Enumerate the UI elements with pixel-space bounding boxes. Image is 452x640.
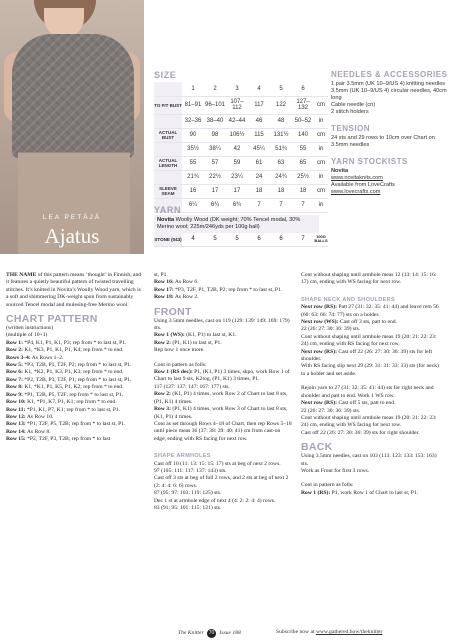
row-text: As Row 10. bbox=[25, 413, 54, 420]
row-label: Row 2: bbox=[6, 347, 23, 354]
row-text: As Row 6. bbox=[173, 279, 199, 286]
pattern-row bbox=[154, 332, 292, 339]
stones-cell: 5 bbox=[204, 233, 226, 246]
pattern-row bbox=[154, 369, 292, 384]
size-cell: 55 bbox=[292, 142, 314, 156]
footer-brand bbox=[178, 629, 241, 638]
size-heading: SIZE bbox=[154, 70, 177, 80]
row-text: As Row 2. bbox=[173, 294, 199, 301]
size-cell: 24¾ bbox=[270, 170, 292, 184]
row-label: Row 2: bbox=[154, 339, 171, 346]
size-cell: 7 bbox=[270, 198, 292, 212]
row-label: Row 17: bbox=[154, 286, 174, 293]
yarn-text: Woolly Wood (DK weight; 70% Tencel modal, 30% Merino wool; 225m/246yds per 100g ball) bbox=[157, 217, 301, 230]
row-text: Cont without shaping until armhole meas 19 (20: 21: 22: 23: 24) cm, ending with RS facing for next row. bbox=[301, 333, 437, 348]
stones-cell: 6 bbox=[270, 233, 292, 246]
row-label: Row 18: bbox=[154, 294, 174, 301]
size-cell: 7 bbox=[248, 198, 270, 212]
armholes-heading: SHAPE ARMHOLES bbox=[154, 453, 211, 460]
row-label: Next row (WS): bbox=[301, 319, 339, 326]
size-unit: in bbox=[314, 198, 328, 212]
pattern-row bbox=[154, 391, 292, 406]
row-label: Row 11: bbox=[6, 406, 26, 413]
size-cell: 32–36 bbox=[182, 114, 204, 128]
size-cell: 4 bbox=[248, 82, 270, 96]
stones-label: STONE (043) bbox=[154, 233, 182, 246]
row-label: Row 15: bbox=[6, 436, 26, 443]
size-cell: 140 bbox=[292, 128, 314, 142]
front-rows-pattern bbox=[154, 369, 292, 421]
spacer bbox=[154, 443, 292, 450]
row-text: *P3, T2F, P1, T2B, P2; rep from * to last st, P1. bbox=[173, 286, 283, 293]
needles-line: Cable needle (cn) bbox=[331, 102, 376, 108]
pattern-row bbox=[6, 399, 144, 406]
row-label: Row 10: bbox=[6, 399, 26, 406]
front-cast-on: Using 3.5mm needles, cast on 119 (129: 139: 149: 169: 179) sts. bbox=[154, 317, 290, 332]
size-cell: 42 bbox=[226, 142, 248, 156]
size-cell: 6¾ bbox=[204, 198, 226, 212]
row-label: Rows 3–4: bbox=[6, 354, 31, 361]
row-text: Patt 27 (31: 32: 35: 41: 44) and leave rem 56 (60: 63: 66: 74: 77) sts on a holder. bbox=[301, 304, 439, 318]
row-text: Cast off 3 sts, patt to end. bbox=[338, 319, 397, 326]
pattern-row bbox=[301, 400, 439, 407]
size-cell: 131½ bbox=[270, 128, 292, 142]
pattern-row bbox=[6, 369, 144, 376]
row-text: As Row 8. bbox=[25, 428, 51, 435]
size-unit: in bbox=[314, 114, 328, 128]
row-text: (K1, P1) to last st, K1. bbox=[184, 332, 237, 339]
row-label: Row 2: bbox=[154, 391, 171, 398]
chart-sub: (written instructions) bbox=[6, 325, 54, 332]
rejoin-text: Rejoin yarn to 27 (31: 32: 35: 41: 44) sts for right neck and shoulder and patt to end. Work 1 WS row. bbox=[301, 385, 434, 399]
page-footer bbox=[0, 626, 452, 640]
armholes-text: 83 (91: 95: 101: 115: 121) sts. bbox=[154, 504, 222, 511]
row-text: (P1, K1) to last st, P1. bbox=[170, 339, 222, 346]
needles-block bbox=[331, 70, 449, 116]
issue-number: Issue 188 bbox=[219, 630, 241, 636]
stones-cell: 5 bbox=[226, 233, 248, 246]
size-row-label bbox=[154, 82, 182, 96]
size-cell: 96–101 bbox=[204, 96, 226, 114]
row-text: Cont without shaping until armhole meas 19 (20: 21: 22: 23: 24) cm, ending with WS facing for next row. bbox=[301, 414, 437, 429]
pattern-row bbox=[6, 384, 144, 391]
designer-name: LEA PETÄJÄ bbox=[42, 214, 102, 221]
stockists-block bbox=[331, 157, 449, 196]
back-heading: BACK bbox=[301, 441, 333, 454]
row-text: *P4, K1, P1, K1, P3; rep from * to last st, P1. bbox=[22, 339, 127, 346]
size-row bbox=[154, 96, 328, 114]
size-cell: 3 bbox=[226, 82, 248, 96]
needles-line: 2 stitch holders bbox=[331, 109, 369, 115]
page-number: 70 bbox=[208, 630, 215, 636]
stones-cell: 7 bbox=[292, 233, 314, 246]
row-text: *P3, T2B, P1, T2F, P2; rep from * to last st, P1. bbox=[22, 362, 132, 369]
size-cell: 38¼ bbox=[204, 142, 226, 156]
tension-block bbox=[331, 124, 449, 149]
chart-rows bbox=[6, 340, 144, 444]
back-work: Work as Front for first 3 rows. bbox=[301, 467, 370, 474]
tension-text: 24 sts and 29 rows to 10cm over Chart on 3.5mm needles bbox=[331, 135, 435, 148]
tension-heading: TENSION bbox=[331, 124, 371, 133]
pattern-row bbox=[6, 407, 144, 414]
row-label: Row 12: bbox=[6, 413, 26, 420]
stockist-brand: Novita bbox=[331, 168, 349, 174]
yarn-brand: Novita bbox=[157, 217, 175, 223]
pattern-row bbox=[154, 287, 292, 294]
size-cell: 42–44 bbox=[226, 114, 248, 128]
size-row-label: ACTUAL BUST bbox=[154, 128, 182, 142]
size-cell: 50–52 bbox=[292, 114, 314, 128]
row-text: Cast off 22 (26: 27: 30: 36: 39) sts for left shoulder. bbox=[301, 348, 433, 363]
back-cont: Cont in pattern as folls: bbox=[301, 482, 354, 489]
subscribe-link[interactable]: www.gathered.how/theknitter bbox=[315, 629, 383, 635]
row-text: P1, (K1, P1) 3 times, skpo, work Row 1 of Chart to last 9 sts, K2tog, (P1, K1) 3 times, P1. bbox=[154, 369, 290, 383]
row-text: K1, *K1, P1, K5, P1, K2; rep from * to end. bbox=[22, 384, 124, 391]
size-cell: 6¼ bbox=[182, 198, 204, 212]
row-label: Row 14: bbox=[6, 428, 26, 435]
size-cell: 35½ bbox=[182, 142, 204, 156]
row-text: (K1, P1) 4 times, work Row 2 of Chart to last 8 sts, (P1, K1) 4 times. bbox=[154, 391, 288, 405]
armholes-text: 87 (95: 97: 103: 119: 125) sts. bbox=[154, 490, 222, 497]
pattern-row bbox=[301, 326, 439, 333]
size-unit: cm bbox=[314, 156, 328, 170]
size-row bbox=[154, 82, 328, 96]
size-row-label: SLEEVE SEAM bbox=[154, 184, 182, 198]
spacer bbox=[301, 287, 439, 294]
size-row-label bbox=[154, 114, 182, 128]
armholes-text: Cast off 10 (11: 13: 15: 15: 17) sts at beg of next 2 rows. bbox=[154, 460, 281, 467]
size-cell: 23¼ bbox=[226, 170, 248, 184]
size-table bbox=[154, 82, 328, 213]
size-cell: 7 bbox=[292, 198, 314, 212]
size-cell: 48 bbox=[270, 114, 292, 128]
yarn-quantity-table bbox=[154, 233, 328, 247]
row-text: With RS facing slip next 29 (29: 31: 31: 33: 33) sts (for neck) to a holder and set aside. bbox=[301, 363, 439, 377]
row-label: Row 7: bbox=[6, 376, 23, 383]
magazine-name: The Knitter bbox=[178, 630, 204, 636]
pattern-row bbox=[301, 430, 439, 437]
row-text: K1, *K3, P1, K1, P1, K4; rep from * to end. bbox=[22, 347, 124, 354]
needles-line: 1 pair 3.5mm (UK 10–9/US 4) knitting needles bbox=[331, 81, 446, 87]
size-cell: 55 bbox=[182, 156, 204, 170]
size-cell: 25½ bbox=[292, 170, 314, 184]
stockists-heading: YARN STOCKISTS bbox=[331, 157, 408, 166]
needles-line: 3.5mm (UK 10–9/US 4) circular needles, 40cm long bbox=[331, 88, 447, 101]
pattern-row bbox=[154, 294, 292, 301]
subscribe-line bbox=[276, 629, 382, 635]
size-cell: 6 bbox=[292, 82, 314, 96]
row-label: Row 1 (RS): bbox=[301, 489, 331, 496]
row-label: Next row (RS): bbox=[301, 400, 337, 407]
row-text: As Rows 1–2. bbox=[30, 354, 64, 361]
chart-pattern-heading: CHART PATTERN bbox=[6, 313, 98, 326]
row-label: Row 1 (RS dec): bbox=[154, 369, 193, 376]
size-row-label: ACTUAL LENGTH bbox=[154, 156, 182, 170]
pattern-row bbox=[301, 334, 439, 349]
stones-cell: 4 bbox=[182, 233, 204, 246]
stones-cell: 6 bbox=[248, 233, 270, 246]
row-text: 22 (26: 27: 30: 36: 39) sts. bbox=[301, 326, 361, 333]
size-cell: 38–40 bbox=[204, 114, 226, 128]
row-text: *P2, T2B, P3, T2F, P1; rep from * to last st, P1. bbox=[22, 376, 132, 383]
stockist-available: Available from LoveCrafts bbox=[331, 182, 395, 188]
size-row bbox=[154, 128, 328, 142]
yarn-heading: YARN bbox=[154, 205, 182, 215]
row-label: Row 5: bbox=[6, 362, 23, 369]
pattern-row bbox=[6, 392, 144, 399]
row-text: *P2, T2F, P3, T2B; rep from * to last bbox=[25, 436, 111, 443]
size-row bbox=[154, 156, 328, 170]
armholes-text: Cast off 3 sts at beg of foll 2 rows, and 2 sts at beg of next 2 (2: 4: 4: 6: 6) rows. bbox=[154, 475, 289, 489]
row-label: Next row (RS): bbox=[301, 304, 337, 311]
size-unit: in bbox=[314, 170, 328, 184]
size-cell: 5 bbox=[270, 82, 292, 96]
column-2 bbox=[154, 272, 292, 512]
back-row-1 bbox=[301, 490, 439, 497]
size-cell: 61 bbox=[248, 156, 270, 170]
row-label: Row 3: bbox=[154, 406, 171, 413]
pattern-row bbox=[6, 355, 144, 362]
row-text: 22 (26: 27: 30: 36: 39) sts. bbox=[301, 407, 361, 414]
row-text: 117 (127: 137: 147: 167: 177) sts. bbox=[154, 383, 230, 390]
size-cell: 22½ bbox=[204, 170, 226, 184]
armholes-text: Dec 1 st at armhole edge of next 4 (4: 2: 2: 4: 4) rows. bbox=[154, 497, 276, 504]
row-text: P1, work Row 1 of Chart to last st, P1. bbox=[330, 489, 419, 496]
row-text: (P1, K1) 4 times, work Row 3 of Chart to last 8 sts, (K1, P1) 4 times. bbox=[154, 406, 288, 420]
size-unit: cm bbox=[314, 184, 328, 198]
row-text: Cast off 22 (26: 27: 30: 36: 39) sts for right shoulder. bbox=[301, 429, 420, 436]
row-label: Row 9: bbox=[6, 391, 23, 398]
size-cell: 18 bbox=[248, 184, 270, 198]
row-label: Row 1: bbox=[6, 339, 23, 346]
size-cell: 65 bbox=[292, 156, 314, 170]
size-cell: 1 bbox=[182, 82, 204, 96]
yarn-description bbox=[154, 215, 319, 233]
size-cell: 115 bbox=[248, 128, 270, 142]
row-text: *P1, T2F, P5, T2B; rep from * to last st, P1. bbox=[25, 421, 126, 428]
back-cast-on: Using 3.5mm needles, cast on 103 (113: 123: 133: 153: 163) sts. bbox=[301, 453, 437, 467]
armholes-text: 97 (105: 111: 117: 137: 143) sts. bbox=[154, 467, 227, 474]
size-cell: 6¾ bbox=[226, 198, 248, 212]
size-row-label bbox=[154, 142, 182, 156]
column-3 bbox=[301, 272, 439, 497]
spacer bbox=[154, 355, 292, 362]
size-row bbox=[154, 184, 328, 198]
right-shoulder-rows bbox=[301, 400, 439, 437]
neck-rows bbox=[301, 304, 439, 378]
size-unit: cm bbox=[314, 128, 328, 142]
stones-unit: 100G BALLS bbox=[314, 233, 328, 246]
row-text: K1, *P1, K7, P1, K1; rep from * to end. bbox=[25, 399, 117, 406]
size-row bbox=[154, 114, 328, 128]
size-cell: 122 bbox=[270, 96, 292, 114]
size-cell: 21¾ bbox=[182, 170, 204, 184]
row-text: *P1, T2B, P5, T2F; rep from * to last st, P1. bbox=[22, 391, 124, 398]
size-row bbox=[154, 170, 328, 184]
photo-sweater bbox=[12, 34, 134, 158]
pattern-row bbox=[154, 340, 292, 347]
front-rows bbox=[154, 332, 292, 347]
intro-lead: THE NAME bbox=[6, 272, 37, 278]
size-cell: 117 bbox=[248, 96, 270, 114]
row-label: Row 1 (WS): bbox=[154, 332, 185, 339]
pattern-row bbox=[6, 436, 144, 443]
lovecrafts-link[interactable]: www.lovecrafts.com bbox=[331, 189, 381, 195]
needles-heading: NEEDLES & ACCESSORIES bbox=[331, 70, 448, 79]
right-info-panel bbox=[331, 70, 449, 204]
pattern-row bbox=[6, 429, 144, 436]
size-cell: 98 bbox=[204, 128, 226, 142]
size-unit bbox=[314, 82, 328, 96]
front-cont: Cont in pattern as folls: bbox=[154, 361, 207, 368]
row-label: Row 13: bbox=[6, 421, 26, 428]
size-cell: 18 bbox=[270, 184, 292, 198]
size-cell: 90 bbox=[182, 128, 204, 142]
size-cell: 16 bbox=[182, 184, 204, 198]
pattern-row bbox=[6, 421, 144, 428]
intro-paragraph bbox=[6, 272, 144, 309]
row-label: Row 8: bbox=[6, 384, 23, 391]
continued-text: st, P1. bbox=[154, 272, 168, 278]
pattern-row bbox=[154, 406, 292, 421]
pattern-row bbox=[301, 415, 439, 430]
row-label: Row 16: bbox=[154, 279, 174, 286]
size-cell: 107–112 bbox=[226, 96, 248, 114]
pattern-row bbox=[6, 347, 144, 354]
size-cell: 57 bbox=[204, 156, 226, 170]
size-unit: cm bbox=[314, 96, 328, 114]
subscribe-lead: Subscribe now at bbox=[276, 629, 315, 635]
chart-rows-continued bbox=[154, 279, 292, 301]
size-row-label bbox=[154, 170, 182, 184]
row-label: Row 6: bbox=[6, 369, 23, 376]
row-text: K1, *K2, P1, K3, P1, K3; rep from * to end. bbox=[22, 369, 124, 376]
size-cell: 59 bbox=[226, 156, 248, 170]
size-cell: 106½ bbox=[226, 128, 248, 142]
size-unit: in bbox=[314, 142, 328, 156]
size-row-label: TO FIT BUST bbox=[154, 96, 182, 114]
size-cell: 2 bbox=[204, 82, 226, 96]
size-row bbox=[154, 142, 328, 156]
row-text: *P1, K1, P7, K1; rep from * to last st, P1. bbox=[25, 406, 121, 413]
size-cell: 51¾ bbox=[270, 142, 292, 156]
pattern-row bbox=[154, 279, 292, 286]
pattern-row bbox=[301, 349, 439, 364]
size-cell: 18 bbox=[292, 184, 314, 198]
size-cell: 17 bbox=[204, 184, 226, 198]
size-cell: 63 bbox=[270, 156, 292, 170]
size-cell: 17 bbox=[226, 184, 248, 198]
front-cont-as-set: Cont as set through Rows 4–18 of Chart, then rep Rows 5–18 until piece meas 36 (37: 38: 39: 40: 41) cm from cast-on edge, ending with RS facing for next row. bbox=[154, 420, 292, 442]
size-cell: 24 bbox=[248, 170, 270, 184]
size-cell: 45¼ bbox=[248, 142, 270, 156]
front-heading: FRONT bbox=[154, 305, 192, 318]
intro-text: of this pattern means ‘thought’ in Finnish, and it features a quietly beautiful pattern of twisted travelling stitches. It’s knitted in Novita’s Woolly Wood yarn, which is a soft and shimmering DK-weight spun from sustainably sourced Tencel modal and mulesing-free Merino wool. bbox=[6, 272, 142, 308]
row-label: Next row (RS): bbox=[301, 348, 337, 355]
size-cell: 81–91 bbox=[182, 96, 204, 114]
novita-link[interactable]: www.novitaknits.com bbox=[331, 175, 383, 181]
pattern-row bbox=[301, 408, 439, 415]
column-1 bbox=[6, 272, 144, 444]
pattern-row bbox=[301, 304, 439, 319]
size-cell: 46 bbox=[248, 114, 270, 128]
size-cell: 127–132 bbox=[292, 96, 314, 114]
armhole-cont: Cont without shaping until armhole meas 12 (13: 14: 15: 16: 17) cm, ending with WS facing for next row. bbox=[301, 272, 437, 286]
front-repeat: Rep how 1 once more. bbox=[154, 347, 205, 354]
pattern-title: Ajatus bbox=[44, 224, 100, 248]
row-text: Cast off 5 sts, patt to end. bbox=[336, 400, 396, 407]
chart-sub: (multiple of 10+1) bbox=[6, 332, 48, 339]
neck-heading: SHAPE NECK AND SHOULDERS bbox=[301, 296, 396, 303]
pattern-row bbox=[301, 363, 439, 378]
